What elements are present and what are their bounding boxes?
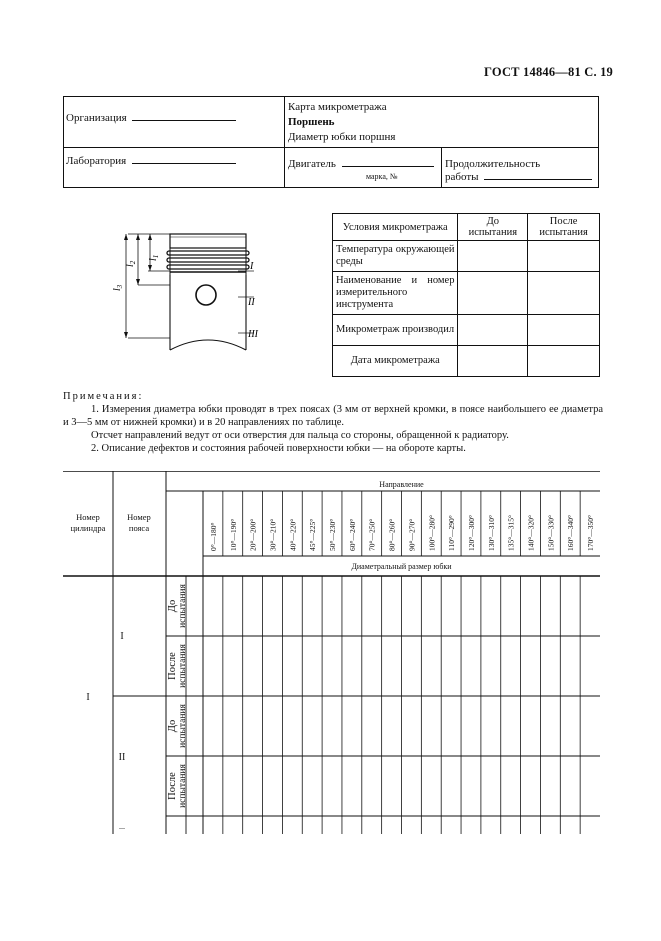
col-cylinder-label-2: цилиндра [70, 523, 106, 533]
stage-label-after: испытания [178, 644, 188, 688]
belt-number: I [120, 631, 124, 642]
dim-l2-sub: 2 [129, 260, 137, 265]
dim-l1-sub: 1 [152, 254, 160, 259]
measurement-grid [63, 471, 600, 941]
duration-label-line2: работы [445, 171, 479, 183]
direction-label: 130°—310° [486, 515, 496, 551]
organization-field[interactable] [66, 112, 236, 124]
duration-label-line1: Продолжительность [445, 158, 541, 170]
notes [63, 390, 603, 455]
measured-parameter: Диаметр юбки поршня [288, 131, 396, 143]
col-belt-label-1: Номер [127, 512, 151, 522]
col-belt-label-2: пояса [128, 523, 150, 533]
direction-label: 140°—320° [526, 515, 536, 551]
condition-cell[interactable] [528, 315, 600, 346]
direction-label: 60°—240° [347, 518, 357, 551]
diameter-title: Диаметральный размер юбки [351, 562, 452, 571]
conditions-table [332, 213, 600, 377]
direction-label: 100°—280° [427, 515, 437, 551]
direction-label: 135°—315° [506, 515, 516, 551]
stage-label-after: После [167, 772, 178, 800]
condition-cell[interactable] [528, 346, 600, 377]
belt-number: II [118, 752, 126, 763]
dim-l2-label: l [125, 264, 136, 267]
col-before: До испытания [458, 214, 528, 241]
svg-text:l3 [112, 284, 124, 291]
direction-label: 40°—220° [288, 518, 298, 551]
direction-label: 150°—330° [546, 515, 556, 551]
col-condition: Условия микрометража [333, 214, 458, 241]
condition-cell[interactable] [458, 241, 528, 272]
condition-cell[interactable] [528, 272, 600, 315]
stage-label-after: испытания [178, 764, 188, 808]
notes-title: Примечания: [63, 391, 144, 402]
stage-label-after: После [167, 652, 178, 680]
continuation-marker: ... [119, 822, 125, 831]
condition-cell[interactable] [528, 241, 600, 272]
duration-field[interactable] [445, 171, 592, 183]
direction-label: 0°—180° [208, 522, 218, 551]
condition-row-label: Дата микрометража [333, 346, 458, 377]
engine-label: Двигатель [288, 158, 336, 170]
belt-3-label: III [248, 329, 258, 340]
belt-1-label: I [250, 261, 254, 272]
condition-cell[interactable] [458, 315, 528, 346]
condition-row-label: Температура окружающей среды [333, 241, 458, 272]
belt-2-label: II [248, 297, 255, 308]
direction-label: 50°—230° [328, 518, 338, 551]
dim-l1-label: l [148, 258, 159, 261]
stage-label-before: До [167, 719, 178, 733]
laboratory-label: Лаборатория [66, 155, 127, 167]
direction-label: 30°—210° [268, 518, 278, 551]
laboratory-field[interactable] [66, 155, 236, 167]
direction-label: 20°—200° [248, 518, 258, 551]
cylinder-number: I [86, 692, 90, 703]
part-name: Поршень [288, 116, 335, 128]
condition-row-label: Микрометраж производил [333, 315, 458, 346]
direction-label: 45°—225° [308, 518, 318, 551]
condition-row-label: Наименование и номер измерительного инструмента [333, 272, 458, 315]
stage-label-before: испытания [178, 704, 188, 748]
direction-label: 120°—300° [466, 515, 476, 551]
col-after: После испытания [528, 214, 600, 241]
engine-sublabel: марка, № [366, 172, 398, 181]
note-2: 2. Описание дефектов и состояния рабочей поверхности юбки — на обороте карты. [91, 443, 466, 454]
direction-label: 170°—350° [586, 515, 596, 551]
stage-label-before: испытания [178, 584, 188, 628]
direction-label: 110°—290° [447, 515, 457, 551]
direction-label: 160°—340° [566, 515, 576, 551]
direction-label: 70°—250° [367, 518, 377, 551]
organization-label: Организация [66, 112, 127, 124]
engine-field[interactable] [288, 158, 434, 170]
piston-diagram [108, 225, 273, 360]
col-cylinder-label-1: Номер [76, 512, 100, 522]
note-1: 1. Измерения диаметра юбки проводят в трех поясах (3 мм от верхней кромки, в поясе наибольшего ее диаметра и 3—5 мм от нижней кромки) и в 20 направлениях по таблице. [63, 404, 603, 428]
direction-label: 90°—270° [407, 518, 417, 551]
note-1-extra: Отсчет направлений ведут от оси отверстия для пальца со стороны, обращенной к радиатору. [91, 430, 509, 441]
form-header-box [63, 96, 599, 188]
condition-cell[interactable] [458, 272, 528, 315]
direction-label: 10°—190° [228, 518, 238, 551]
card-title: Карта микрометража [288, 101, 387, 113]
dim-l3-sub: 3 [116, 284, 124, 289]
dim-l3-label: l [112, 288, 123, 291]
condition-cell[interactable] [458, 346, 528, 377]
direction-label: 80°—260° [387, 518, 397, 551]
directions-title: Направление [379, 480, 424, 489]
svg-text:l2 [125, 260, 137, 267]
stage-label-before: До [167, 599, 178, 613]
page-header: ГОСТ 14846—81 С. 19 [484, 65, 613, 79]
